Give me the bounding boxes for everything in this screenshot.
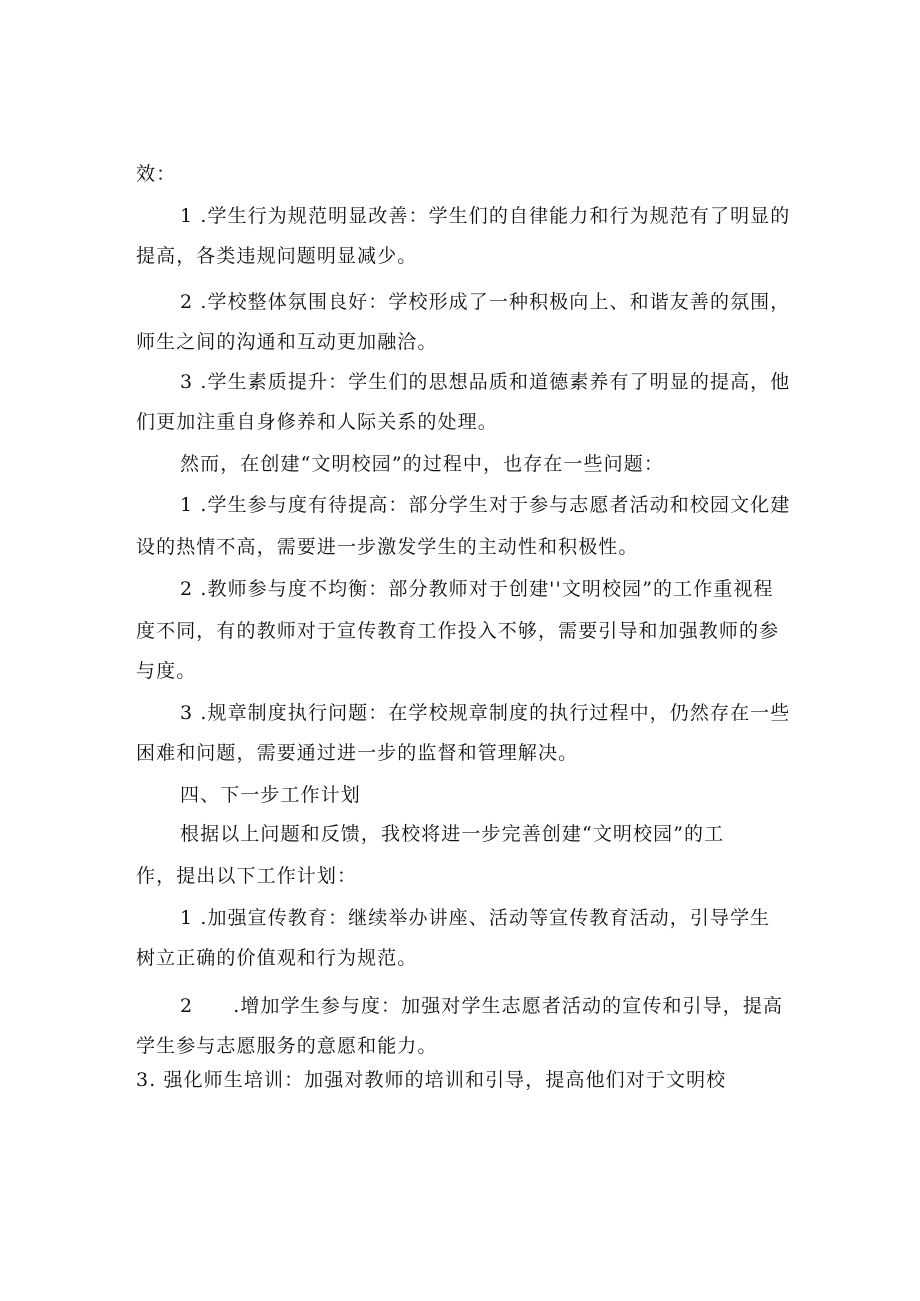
text-line: 与度。	[136, 660, 197, 682]
text-line: 度不同，有的教师对于宣传教育工作投入不够，需要引导和加强教师的参	[136, 620, 780, 642]
list-number: 2	[180, 995, 194, 1017]
text-line: 树立正确的价值观和行为规范。	[136, 947, 418, 969]
text-line: 2 .教师参与度不均衡：部分教师对于创建''文明校园”的工作重视程	[180, 578, 774, 600]
text-line: 作，提出以下工作计划：	[136, 865, 358, 887]
text-line: 3 .规章制度执行问题：在学校规章制度的执行过程中，仍然存在一些	[180, 702, 791, 724]
text-line: 设的热情不高，需要进一步激发学生的主动性和积极性。	[136, 536, 639, 558]
text-line: 然而，在创建“文明校园”的过程中，也存在一些问题：	[180, 453, 664, 475]
text-line: 效：	[136, 163, 177, 185]
text-line: 3 .学生素质提升：学生们的思想品质和道德素养有了明显的提高，他	[180, 371, 791, 393]
text-line: 1 .学生参与度有待提高：部分学生对于参与志愿者活动和校园文化建	[180, 494, 791, 516]
text-line: 2 .学校整体氛围良好：学校形成了一种积极向上、和谐友善的氛围，	[180, 291, 791, 313]
list-text: .增加学生参与度：加强对学生志愿者活动的宣传和引导，提高	[233, 995, 784, 1017]
text-line: 提高，各类违规问题明显减少。	[136, 245, 418, 267]
text-line: 1 .加强宣传教育：继续举办讲座、活动等宣传教育活动，引导学生	[180, 907, 771, 929]
text-line: 学生参与志愿服务的意愿和能力。	[136, 1035, 438, 1057]
text-line: 们更加注重自身修养和人际关系的处理。	[136, 411, 498, 433]
text-line: 困难和问题，需要通过进一步的监督和管理解决。	[136, 742, 579, 764]
text-line: 根据以上问题和反馈，我校将进一步完善创建“文明校园”的工	[180, 823, 725, 845]
text-line	[180, 994, 783, 1018]
text-line: 1 .学生行为规范明显改善：学生们的自律能力和行为规范有了明显的	[180, 205, 791, 227]
text-line: 3. 强化师生培训：加强对教师的培训和引导，提高他们对于文明校	[136, 1069, 727, 1091]
section-heading: 四、下一步工作计划	[180, 784, 361, 806]
text-line: 师生之间的沟通和互动更加融洽。	[136, 331, 438, 353]
